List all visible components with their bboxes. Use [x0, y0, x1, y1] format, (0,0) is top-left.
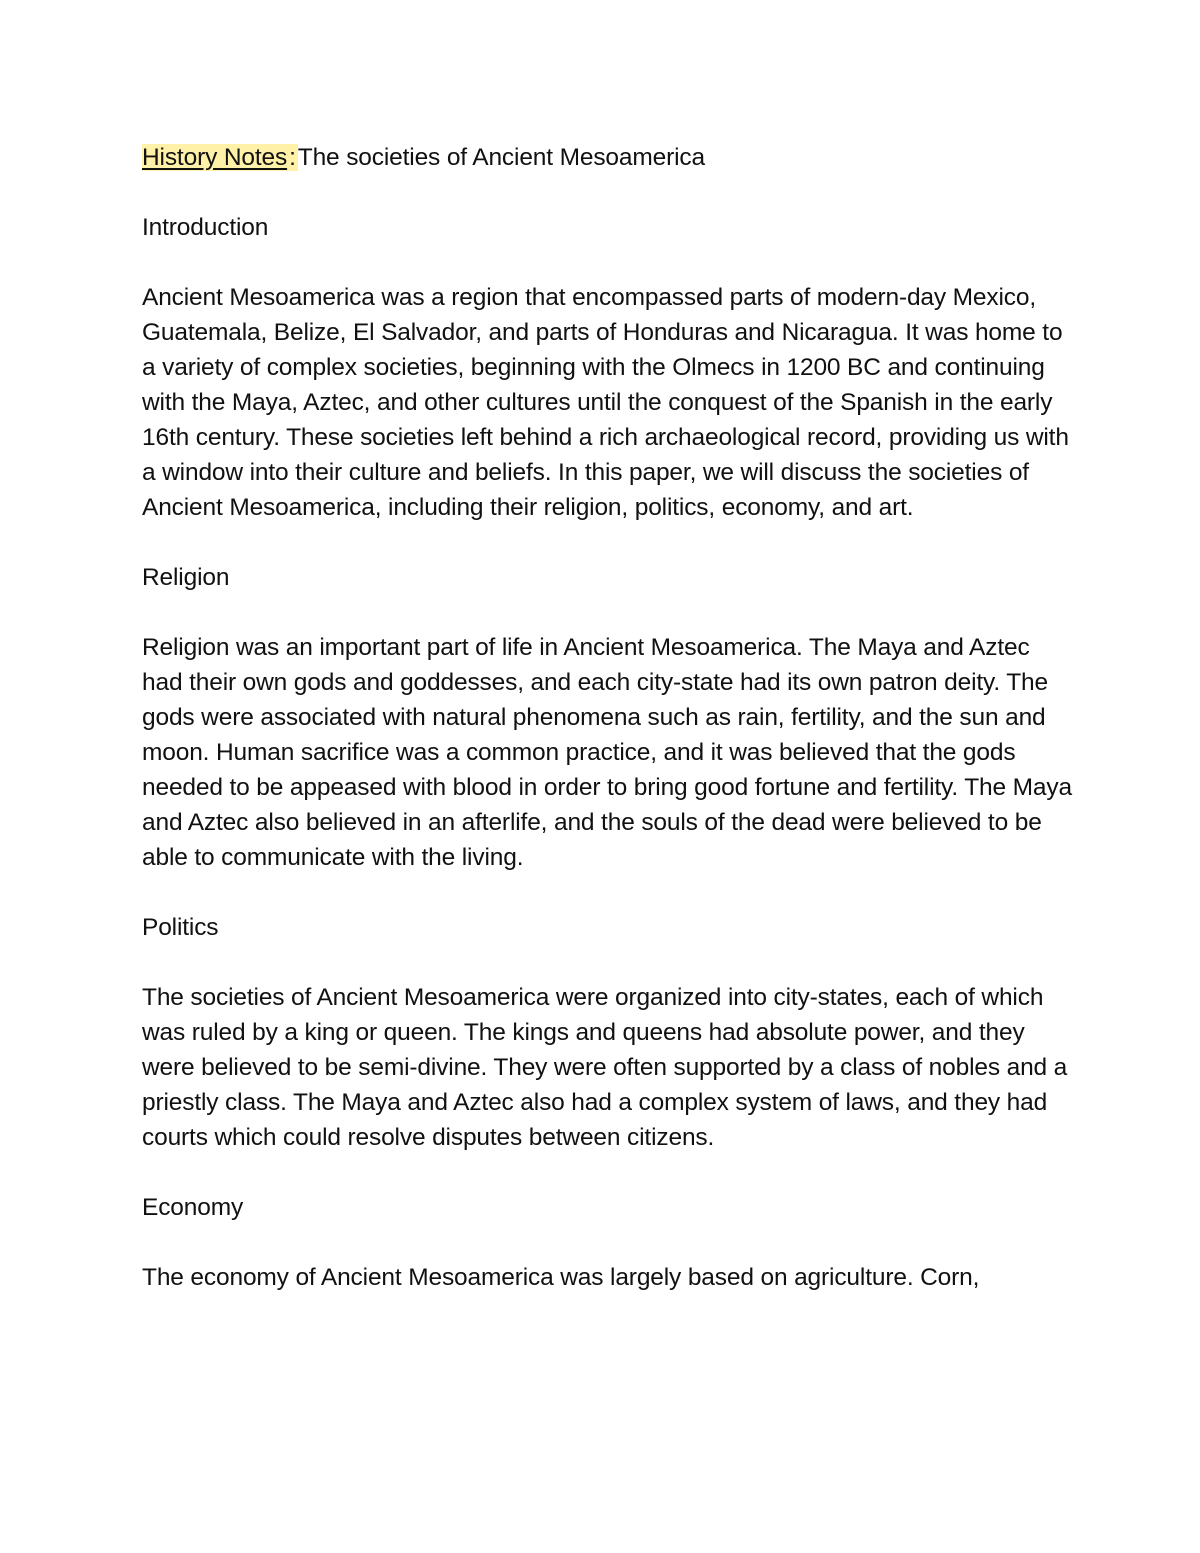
- document-title: [142, 140, 1072, 175]
- section-body-introduction: Ancient Mesoamerica was a region that encompassed parts of modern-day Mexico, Guatemala, Belize, El Salvador, and parts of Honduras and Nicaragua. It was home to a variety of complex societies, beginning with the Olmecs in 1200 BC and continuing with the Maya, Aztec, and other cultures until the conquest of the Spanish in the early 16th century. These societies left behind a rich archaeological record, providing us with a window into their culture and beliefs. In this paper, we will discuss the societies of Ancient Mesoamerica, including their religion, politics, economy, and art.: [142, 284, 1069, 521]
- title-highlight: History Notes: [142, 144, 288, 171]
- section-heading-politics: Politics: [142, 914, 219, 941]
- document-page: [142, 140, 1072, 1295]
- section-body-economy: The economy of Ancient Mesoamerica was largely based on agriculture. Corn,: [142, 1264, 980, 1291]
- section-heading-introduction: Introduction: [142, 214, 269, 241]
- section-body-politics: The societies of Ancient Mesoamerica were organized into city-states, each of which was ruled by a king or queen. The kings and queens had absolute power, and they were believed to be semi-divine. They were often supported by a class of nobles and a priestly class. The Maya and Aztec also had a complex system of laws, and they had courts which could resolve disputes between citizens.: [142, 984, 1068, 1151]
- title-separator: :: [289, 144, 296, 171]
- section-heading-religion: Religion: [142, 564, 230, 591]
- title-text: The societies of Ancient Mesoamerica: [297, 144, 705, 171]
- section-heading-economy: Economy: [142, 1194, 244, 1221]
- section-body-religion: Religion was an important part of life in Ancient Mesoamerica. The Maya and Aztec had their own gods and goddesses, and each city-state had its own patron deity. The gods were associated with natural phenomena such as rain, fertility, and the sun and moon. Human sacrifice was a common practice, and it was believed that the gods needed to be appeased with blood in order to bring good fortune and fertility. The Maya and Aztec also believed in an afterlife, and the souls of the dead were believed to be able to communicate with the living.: [142, 634, 1072, 871]
